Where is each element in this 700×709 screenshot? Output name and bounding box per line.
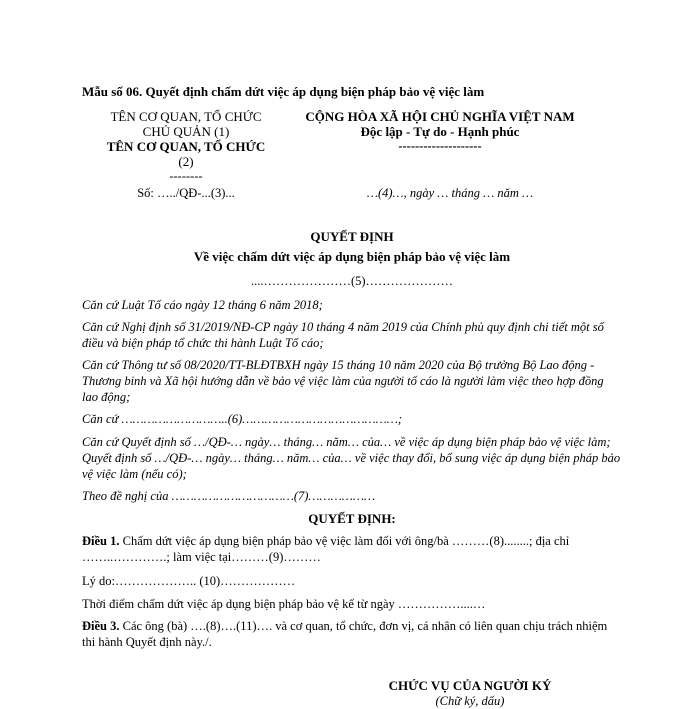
reason-line: Lý do:……………….. (10)……………… xyxy=(82,574,296,588)
decision-heading: QUYẾT ĐỊNH: xyxy=(308,511,396,526)
proposal: Theo đề nghị của ……………………………(7)……………… xyxy=(82,489,376,503)
national-motto: Độc lập - Tự do - Hạnh phúc xyxy=(360,124,520,139)
basis-other: Căn cứ ………………………..(6)……………………………………; xyxy=(82,412,403,426)
place-date: …(4)…, ngày … tháng … năm … xyxy=(366,186,534,200)
effective-date-line: Thời điểm chấm dứt việc áp dụng biện pháp bảo vệ kể từ ngày ……………....… xyxy=(82,597,486,611)
signer-note: (Chữ ký, dấu) xyxy=(435,694,505,708)
agency-name-line1: TÊN CƠ QUAN, TỔ CHỨC xyxy=(106,139,266,154)
basis-decree: Căn cứ Nghị định số 31/2019/NĐ-CP ngày 10 tháng 4 năm 2019 của Chính phủ quy định chi tiết một số điều và biện pháp tổ chức thi hành Luật Tố cáo; xyxy=(82,320,604,350)
agency-name-line2: (2) xyxy=(178,154,194,169)
signer-title: CHỨC VỤ CỦA NGƯỜI KÝ xyxy=(388,678,552,693)
article-3 xyxy=(82,618,622,650)
agency-parent-line2: CHỦ QUẢN (1) xyxy=(142,124,230,139)
agency-parent-line1: TÊN CƠ QUAN, TỔ CHỨC xyxy=(110,109,262,124)
article-1-text: Chấm dứt việc áp dụng biện pháp bảo vệ việc làm đối với ông/bà ………(8)........; địa chỉ ……..………….; làm việc tại………(9)……… xyxy=(82,534,570,564)
article-1-label: Điều 1. xyxy=(82,534,120,548)
basis-law: Căn cứ Luật Tố cáo ngày 12 tháng 6 năm 2018; xyxy=(82,298,323,312)
basis-circular: Căn cứ Thông tư số 08/2020/TT-BLĐTBXH ngày 15 tháng 10 năm 2020 của Bộ trưởng Bộ Lao động - Thương binh và Xã hội hướng dẫn về bảo vệ việc làm của người tố cáo là người làm việc theo hợp đồng lao động; xyxy=(82,358,604,404)
header-right-divider: -------------------- xyxy=(398,139,482,153)
article-1 xyxy=(82,533,622,565)
basis-decisions: Căn cứ Quyết định số …/QĐ-… ngày… tháng… năm… của… về việc áp dụng biện pháp bảo vệ việc làm; Quyết định số …/QĐ-… ngày… tháng… năm… của… về việc thay đổi, bổ sung việc áp dụng biện pháp bảo vệ việc làm (nếu có); xyxy=(82,435,621,481)
document-number: Số: …../QĐ-...(3)... xyxy=(137,186,235,200)
document-subject: Về việc chấm dứt việc áp dụng biện pháp bảo vệ việc làm xyxy=(193,249,511,264)
article-3-text: Các ông (bà) ….(8)….(11)…. và cơ quan, tổ chức, đơn vị, cá nhân có liên quan chịu trách nhiệm thi hành Quyết định này./. xyxy=(82,619,608,649)
document-title: QUYẾT ĐỊNH xyxy=(310,229,394,244)
header-left-divider: -------- xyxy=(169,169,203,183)
article-3-label: Điều 3. xyxy=(82,619,120,633)
form-title: Mẫu số 06. Quyết định chấm dứt việc áp dụng biện pháp bảo vệ việc làm xyxy=(82,84,485,99)
country-name: CỘNG HÒA XÃ HỘI CHỦ NGHĨA VIỆT NAM xyxy=(305,109,575,124)
issuing-authority: ....…………………(5)………………… xyxy=(250,274,454,288)
